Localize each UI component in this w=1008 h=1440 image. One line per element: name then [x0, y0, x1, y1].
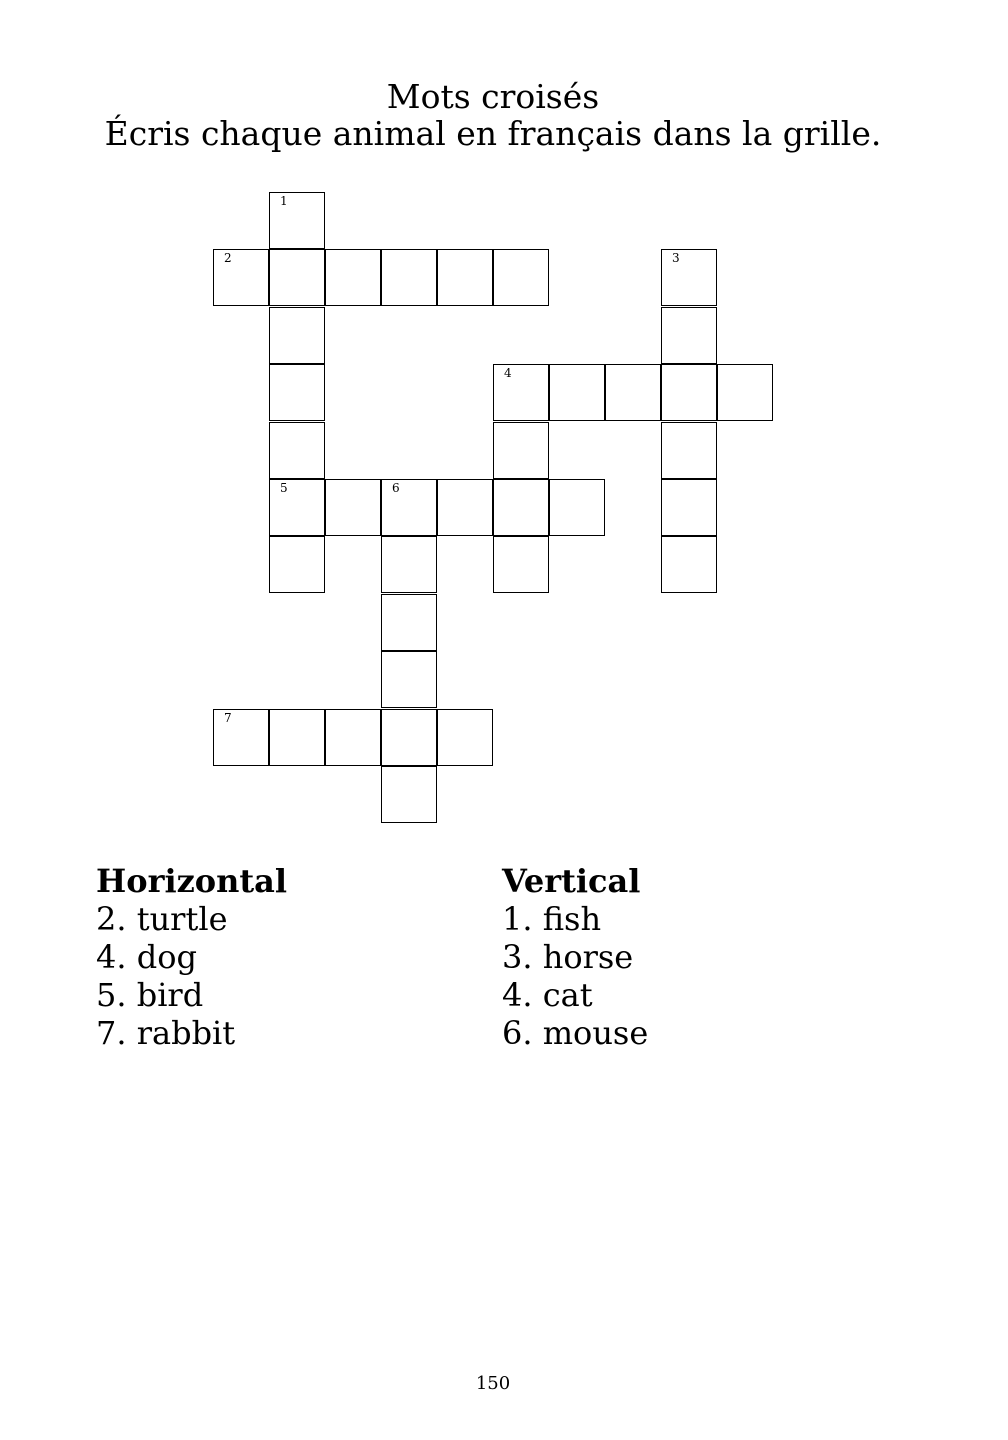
grid-cell[interactable] [381, 536, 437, 593]
grid-cell[interactable] [325, 479, 381, 536]
grid-cell[interactable] [269, 192, 325, 249]
grid-cell[interactable] [381, 249, 437, 306]
down-clue: 4. cat [502, 976, 593, 1014]
grid-cell[interactable] [437, 479, 493, 536]
grid-cell[interactable] [493, 249, 549, 306]
grid-cell[interactable] [661, 479, 717, 536]
grid-cell[interactable] [493, 536, 549, 593]
clues-down [502, 862, 648, 1052]
page-number: 150 [475, 1373, 511, 1394]
grid-cell[interactable] [661, 536, 717, 593]
grid-cell[interactable] [605, 364, 661, 421]
grid-cell[interactable] [269, 422, 325, 479]
across-clue: 5. bird [96, 976, 204, 1014]
grid-cell[interactable] [269, 307, 325, 364]
grid-cell[interactable] [661, 364, 717, 421]
grid-cell[interactable] [269, 249, 325, 306]
across-clue: 2. turtle [96, 900, 228, 938]
across-clue: 7. rabbit [96, 1014, 236, 1052]
grid-cell[interactable] [381, 594, 437, 651]
grid-cell[interactable] [381, 479, 437, 536]
grid-cell[interactable] [213, 709, 269, 766]
grid-cell[interactable] [437, 249, 493, 306]
down-clue: 3. horse [502, 938, 634, 976]
clue-number: 6 [392, 481, 400, 495]
clue-number: 1 [280, 194, 288, 208]
grid-cell[interactable] [549, 479, 605, 536]
down-clue: 1. fish [502, 900, 602, 938]
page-title: Mots croisés [386, 77, 600, 116]
across-clue: 4. dog [96, 938, 197, 976]
instructions: Écris chaque animal en français dans la grille. [104, 114, 882, 153]
grid-cell[interactable] [661, 249, 717, 306]
clue-number: 2 [224, 251, 232, 266]
grid-cell[interactable] [437, 709, 493, 766]
grid-cell[interactable] [269, 364, 325, 421]
clue-number: 5 [280, 481, 288, 495]
grid-cell[interactable] [381, 709, 437, 766]
grid-cell[interactable] [213, 249, 269, 306]
down-clue: 6. mouse [502, 1014, 649, 1052]
grid-cell[interactable] [325, 709, 381, 766]
grid-cell[interactable] [493, 479, 549, 536]
down-heading: Vertical [502, 862, 641, 900]
grid-cell[interactable] [269, 709, 325, 766]
grid-cell[interactable] [493, 422, 549, 479]
across-heading: Horizontal [96, 862, 288, 900]
grid-cell[interactable] [549, 364, 605, 421]
grid-cell[interactable] [269, 479, 325, 536]
grid-cell[interactable] [717, 364, 773, 421]
clue-number: 7 [224, 710, 232, 725]
grid-cell[interactable] [269, 536, 325, 593]
clue-number: 4 [504, 366, 512, 381]
grid-cell[interactable] [381, 651, 437, 708]
grid-cell[interactable] [381, 766, 437, 823]
grid-cell[interactable] [661, 422, 717, 479]
grid-cell[interactable] [325, 249, 381, 306]
clue-number: 3 [672, 251, 680, 266]
grid-cell[interactable] [661, 307, 717, 364]
grid-cell[interactable] [493, 364, 549, 421]
clues-across [96, 862, 287, 1052]
